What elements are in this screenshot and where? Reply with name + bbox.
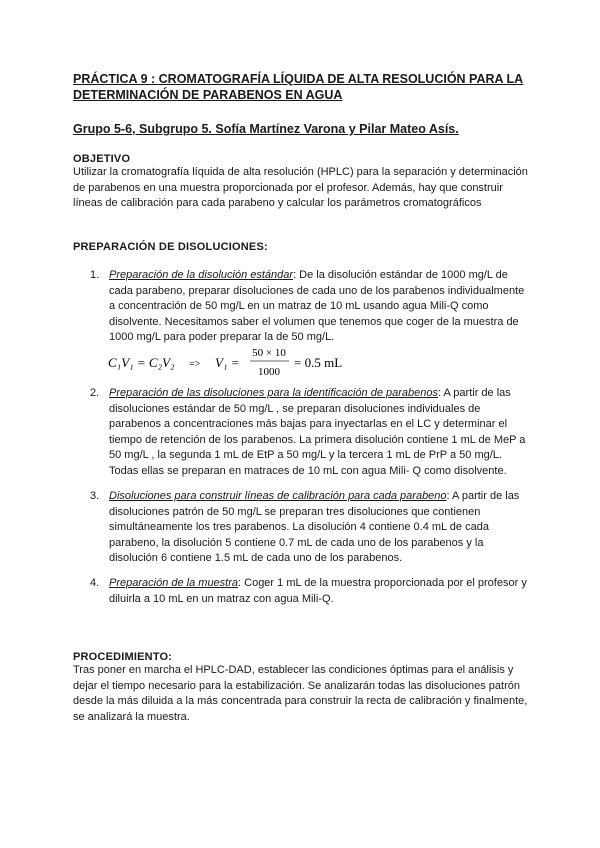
formula-var: V₁ =	[215, 355, 240, 370]
list-item-number: 3.	[90, 490, 100, 502]
list-item-text: : A partir de las disoluciones estándar de 50 mg/L , se preparan disoluciones individuales de parabenos a concentraciones más bajas para inyectarlas en el LC y determinar el tiempo de retención de los parabenos. La primera disolución contiene 1 mL de MeP a 50 mg/L , la segunda 1 mL de EtP a 50 mg/L y la tercera 1 mL de PrP a 50 mg/L. Todas ellas se preparan en matraces de 10 mL con agua Mili- Q como disolvente.	[109, 387, 526, 477]
formula-arrow: =>	[189, 359, 201, 370]
list-item	[90, 386, 530, 479]
list-item-label: Preparación de la muestra	[109, 577, 239, 589]
list-item-number: 1.	[90, 269, 100, 281]
list-item-label: Preparación de la disolución estándar	[109, 269, 294, 281]
objetivo-heading: OBJETIVO	[73, 153, 131, 165]
list-item	[90, 268, 530, 346]
list-item-label: Disoluciones para construir líneas de calibración para cada parabeno	[109, 490, 447, 502]
list-item-number: 4.	[90, 577, 100, 589]
formula-denominator: 1000	[258, 366, 280, 377]
list-item-text: : De la disolución estándar de 1000 mg/L de cada parabeno, preparar disoluciones de cada uno de los parabenos individualmente a concentración de 50 mg/L en un matraz de 10 mL usando agua Mili-Q como disolvente. Necesitamos saber el volumen que tenemos que coger de la muestra de 1000 mg/L para poder preparar la de 50 mg/L.	[109, 269, 525, 343]
list-item-label: Preparación de las disoluciones para la identificación de parabenos	[109, 387, 438, 399]
formula-lhs: C₁V₁ = C₂V₂	[108, 355, 175, 370]
list-item-text: : Coger 1 mL de la muestra proporcionada por el profesor y diluirla a 10 mL en un matraz con agua Mili-Q.	[109, 577, 527, 605]
list-item	[90, 489, 530, 567]
procedimiento-heading: PROCEDIMIENTO:	[73, 651, 173, 663]
list-item-number: 2.	[90, 387, 100, 399]
procedimiento-section	[73, 651, 533, 725]
formula-numerator: 50 × 10	[252, 347, 286, 359]
formula-result: = 0.5 mL	[294, 355, 343, 370]
preparacion-heading: PREPARACIÓN DE DISOLUCIONES:	[73, 241, 268, 253]
procedimiento-text: Tras poner en marcha el HPLC-DAD, establecer las condiciones óptimas para el análisis y dejar el tiempo necesario para la estabilización. Se analizarán todas las disoluciones patrón desde la más diluida a la más concentrada para construir la recta de calibración y finalmente, se analizará la muestra.	[73, 664, 528, 723]
page-title: PRÁCTICA 9 : CROMATOGRAFÍA LÍQUIDA DE ALTA RESOLUCIÓN PARA LA DETERMINACIÓN DE PARABENOS EN AGUA	[73, 72, 524, 102]
dilution-formula	[108, 345, 408, 377]
list-item-text: : A partir de las disoluciones patrón de 50 mg/L se preparan tres disoluciones que contienen simultáneamente los tres parabenos. La disolución 4 contiene 0.4 mL de cada parabeno, la disolución 5 contiene 0.7 mL de cada uno de los parabenos y la disolución 6 contiene 1.5 mL de cada uno de los parabenos.	[109, 490, 520, 564]
objetivo-text: Utilizar la cromatografía líquida de alta resolución (HPLC) para la separación y determinación de parabenos en una muestra proporcionada por el profesor. Además, hay que construir líneas de calibración para cada parabeno y calcular los parámetros cromatográficos	[73, 166, 528, 209]
list-item	[90, 576, 530, 607]
objetivo-section	[73, 153, 533, 212]
group-authors: Grupo 5-6, Subgrupo 5. Sofía Martínez Varona y Pilar Mateo Asís.	[73, 122, 459, 136]
